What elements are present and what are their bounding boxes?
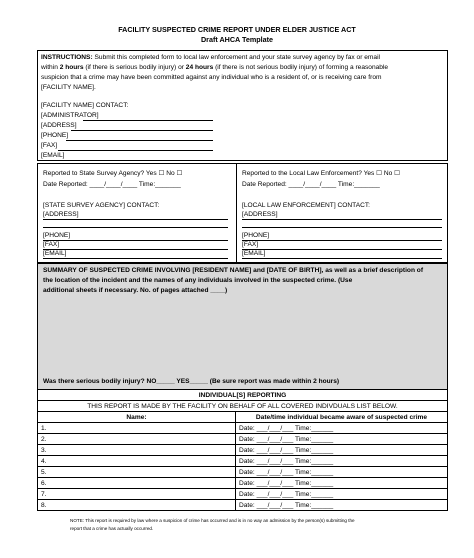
row-number[interactable]: 5.: [38, 467, 236, 478]
row-number[interactable]: 3.: [38, 445, 236, 456]
state-survey-phone[interactable]: [PHONE]: [43, 232, 71, 239]
summary-box[interactable]: [37, 263, 448, 390]
row-number[interactable]: 1.: [38, 423, 236, 434]
table-row[interactable]: [38, 467, 448, 478]
fax-field[interactable]: [FAX]: [41, 142, 58, 149]
col-name-header: Name:: [38, 412, 236, 423]
table-row[interactable]: [38, 478, 448, 489]
form-title: FACILITY SUSPECTED CRIME REPORT UNDER ELDER JUSTICE ACT: [118, 25, 356, 34]
state-survey-fax[interactable]: [FAX]: [43, 241, 60, 248]
law-enforcement-phone[interactable]: [PHONE]: [242, 232, 270, 239]
table-row[interactable]: [38, 500, 448, 511]
row-date[interactable]: Date: ___/___/___ Time:______: [236, 445, 448, 456]
table-row[interactable]: [38, 456, 448, 467]
state-survey-email[interactable]: [EMAIL]: [43, 250, 67, 257]
individuals-header: INDIVIDUAL[S] REPORTING: [38, 390, 448, 401]
table-row[interactable]: [38, 445, 448, 456]
col-date-header: Date/time individual became aware of suspected crime: [236, 412, 448, 423]
summary-line-1: SUMMARY OF SUSPECTED CRIME INVOLVING [RESIDENT NAME] and [DATE OF BIRTH], as well as a brief description of: [43, 267, 424, 274]
law-enforcement-address[interactable]: [ADDRESS]: [242, 211, 278, 218]
form-subtitle: Draft AHCA Template: [200, 35, 273, 44]
note-line-1: NOTE: This report is required by law where a suspicion of crime has occurred and is in no way an admission by the person(s) submitting the: [70, 518, 355, 523]
row-date[interactable]: Date: ___/___/___ Time:______: [236, 500, 448, 511]
row-date[interactable]: Date: ___/___/___ Time:______: [236, 489, 448, 500]
facility-contact-label: [FACILITY NAME] CONTACT:: [41, 102, 129, 109]
law-enforcement-fax[interactable]: [FAX]: [242, 241, 259, 248]
state-survey-reported[interactable]: Reported to State Survey Agency? Yes ☐ No ☐: [43, 170, 183, 177]
reporting-panels: [37, 163, 448, 263]
instructions-text-4: [FACILITY NAME].: [41, 84, 96, 91]
instructions-text-3: suspicion that a crime may have been committed against any individual who is a resident of, or is receiving care from: [41, 74, 382, 81]
bodily-injury-question[interactable]: Was there serious bodily injury? NO_____ YES_____ (Be sure report was made within 2 hours): [43, 378, 340, 385]
state-survey-address[interactable]: [ADDRESS]: [43, 211, 79, 218]
law-enforcement-contact-label: [LOCAL LAW ENFORCEMENT] CONTACT:: [242, 202, 370, 209]
instructions-text-1: INSTRUCTIONS: Submit this completed form to local law enforcement and your state survey agency by fax or email: [41, 54, 380, 61]
phone-field[interactable]: [PHONE]: [41, 132, 69, 139]
row-number[interactable]: 2.: [38, 434, 236, 445]
state-survey-contact-label: [STATE SURVEY AGENCY] CONTACT:: [43, 202, 160, 209]
note-line-2: report that a crime has actually occurred.: [70, 526, 154, 531]
individuals-subheader: THIS REPORT IS MADE BY THE FACILITY ON BEHALF OF ALL COVERED INDIVDUALS LIST BELOW.: [38, 401, 448, 412]
law-enforcement-date[interactable]: Date Reported: ____/____/____ Time:_______: [242, 181, 380, 188]
summary-line-3: additional sheets if necessary. No. of pages attached ____): [43, 287, 228, 294]
table-row[interactable]: [38, 434, 448, 445]
summary-line-2: the location of the incident and the names of any individuals involved in the suspected crime. (Use: [43, 277, 353, 284]
law-enforcement-email[interactable]: [EMAIL]: [242, 250, 266, 257]
table-row[interactable]: [38, 489, 448, 500]
row-date[interactable]: Date: ___/___/___ Time:______: [236, 423, 448, 434]
row-number[interactable]: 4.: [38, 456, 236, 467]
individuals-table: [37, 389, 448, 511]
instructions-box: [37, 50, 448, 161]
row-number[interactable]: 7.: [38, 489, 236, 500]
table-row[interactable]: [38, 423, 448, 434]
email-field[interactable]: [EMAIL]: [41, 152, 65, 159]
instructions-text-2: within 2 hours (if there is serious bodily injury) or 24 hours (if there is not serious bodily injury) of forming a reasonable: [41, 64, 389, 71]
address-field[interactable]: [ADDRESS]: [41, 122, 77, 129]
row-date[interactable]: Date: ___/___/___ Time:______: [236, 467, 448, 478]
row-date[interactable]: Date: ___/___/___ Time:______: [236, 434, 448, 445]
row-date[interactable]: Date: ___/___/___ Time:______: [236, 478, 448, 489]
row-number[interactable]: 6.: [38, 478, 236, 489]
law-enforcement-reported[interactable]: Reported to the Local Law Enforcement? Yes ☐ No ☐: [242, 170, 401, 177]
row-number[interactable]: 8.: [38, 500, 236, 511]
administrator-field[interactable]: [ADMINISTRATOR]: [41, 112, 99, 119]
state-survey-date[interactable]: Date Reported: ____/____/____ Time:_______: [43, 181, 181, 188]
row-date[interactable]: Date: ___/___/___ Time:______: [236, 456, 448, 467]
